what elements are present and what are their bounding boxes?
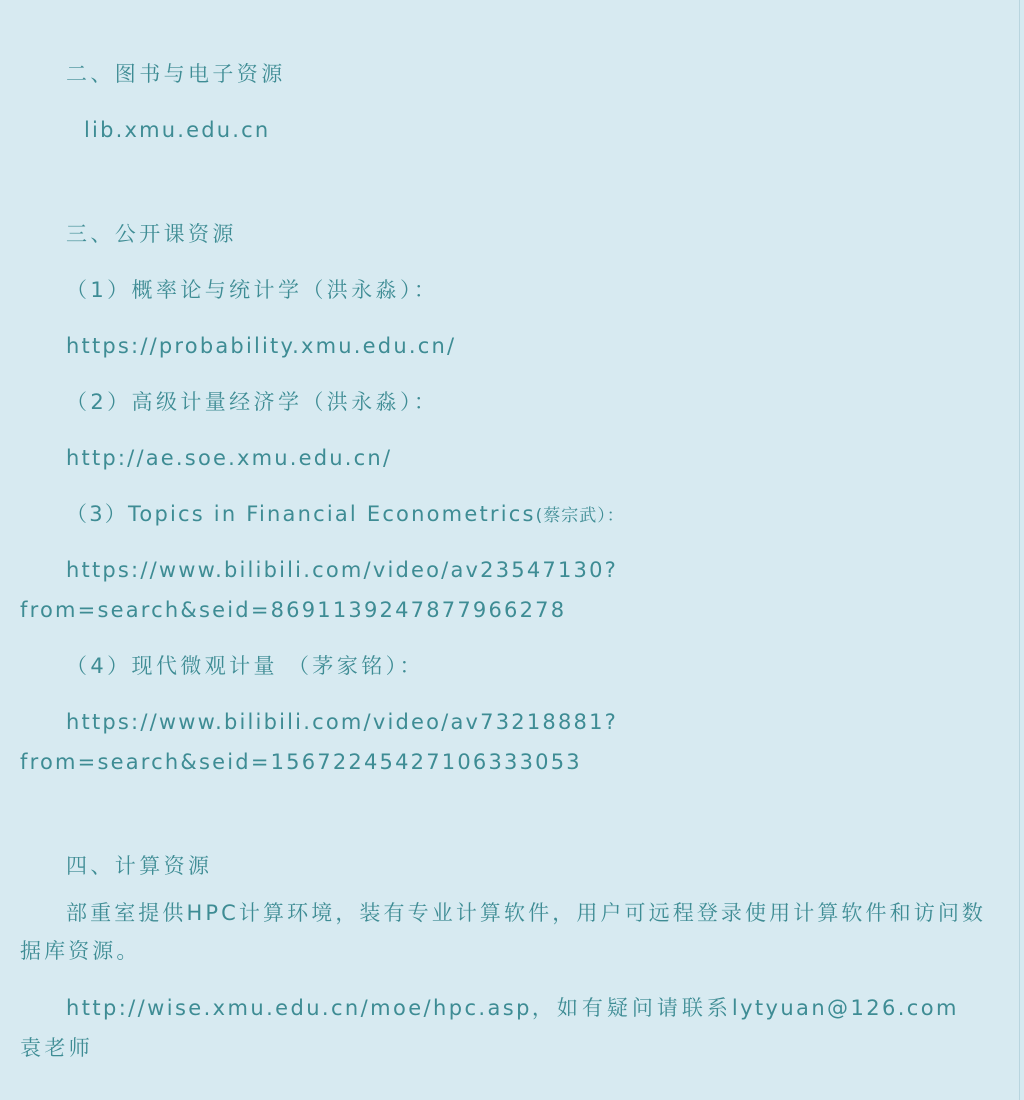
- computing-contact: [66, 994, 959, 1022]
- section-heading-books: 二、图书与电子资源: [66, 62, 286, 86]
- course-3-label-cn: (蔡宗武）：: [535, 506, 625, 526]
- contact-text: ，如有疑问请联系: [531, 996, 732, 1020]
- course-1-label: （1）概率论与统计学（洪永淼）：: [66, 278, 439, 302]
- course-3-link-line1[interactable]: https://www.bilibili.com/video/av23547130?: [66, 558, 618, 582]
- course-2-label: （2）高级计量经济学（洪永淼）：: [66, 390, 439, 414]
- course-4-label: （4）现代微观计量 （茅家铭）：: [66, 654, 424, 678]
- section-heading-computing: 四、计算资源: [66, 854, 213, 878]
- hpc-link[interactable]: http://wise.xmu.edu.cn/moe/hpc.asp: [66, 996, 532, 1020]
- course-2-link[interactable]: http://ae.soe.xmu.edu.cn/: [66, 446, 393, 470]
- course-4-link-line1[interactable]: https://www.bilibili.com/video/av73218881?: [66, 710, 618, 734]
- section-heading-courses: 三、公开课资源: [66, 222, 237, 246]
- contact-name: 袁老师: [20, 1036, 94, 1060]
- course-1-link[interactable]: https://probability.xmu.edu.cn/: [66, 334, 457, 358]
- contact-email[interactable]: lytyuan@126.com: [731, 996, 959, 1020]
- library-link[interactable]: lib.xmu.edu.cn: [84, 118, 271, 142]
- course-4-link-line2[interactable]: from=search&seid=15672245427106333053: [20, 750, 582, 774]
- course-3-link-line2[interactable]: from=search&seid=8691139247877966278: [20, 598, 567, 622]
- course-3-label: [66, 500, 625, 530]
- computing-paragraph: 部重室提供HPC计算环境，装有专业计算软件，用户可远程登录使用计算软件和访问数据库资源。: [20, 901, 987, 963]
- course-3-label-en: （3）Topics in Financial Econometrics: [66, 502, 536, 526]
